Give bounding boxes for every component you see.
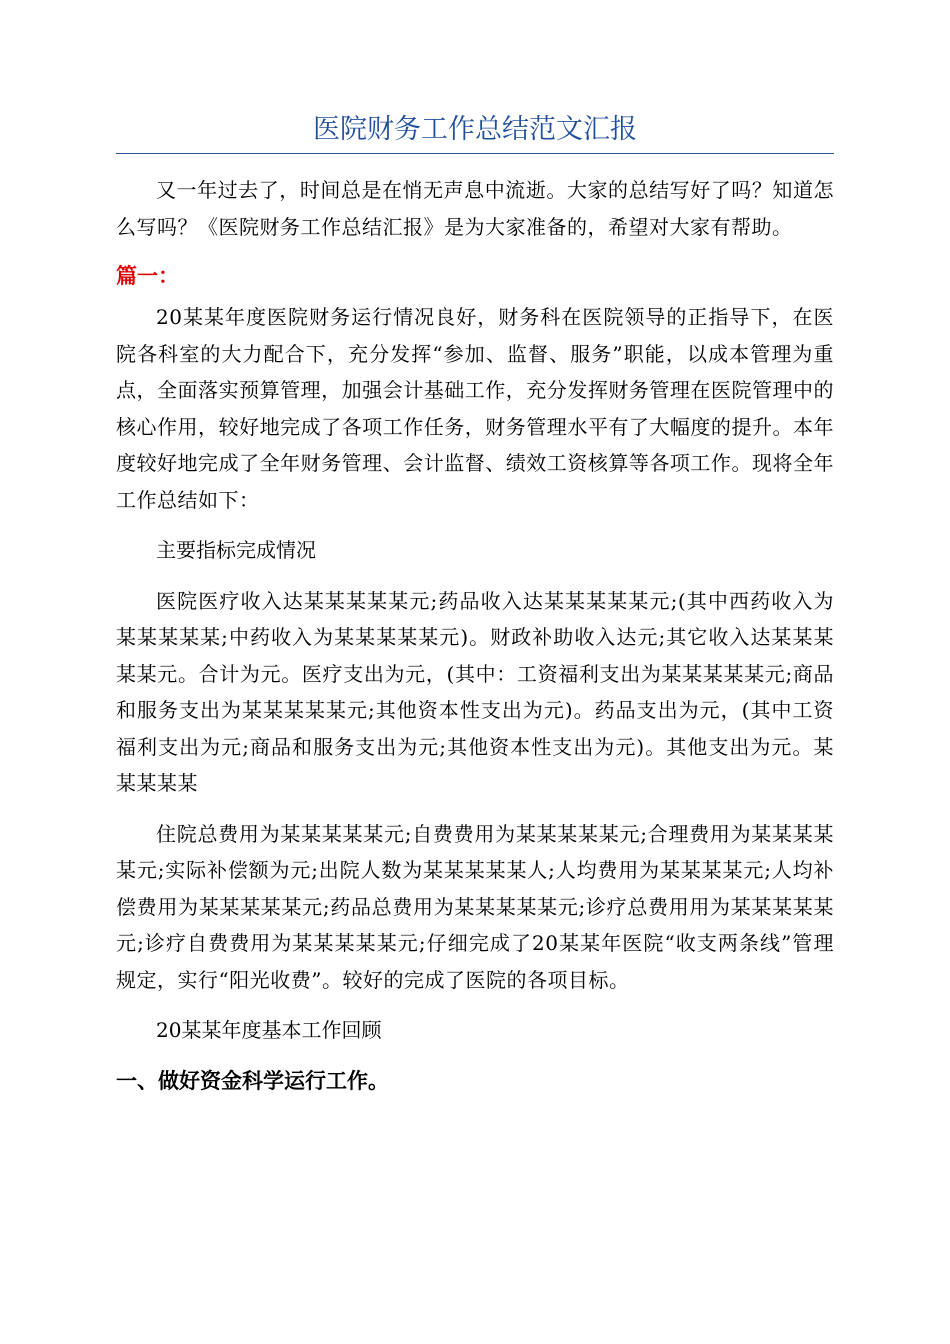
overview-paragraph: 20某某年度医院财务运行情况良好，财务科在医院领导的正指导下，在医院各科室的大力配合下，充分发挥“参加、监督、服务”职能，以成本管理为重点，全面落实预算管理，加强会计基础工作，充分发挥财务管理在医院管理中的核心作用，较好地完成了各项工作任务，财务管理水平有了大幅度的提升。本年度较好地完成了全年财务管理、会计监督、绩效工资核算等各项工作。现将全年工作总结如下： xyxy=(116,305,834,512)
document-body xyxy=(116,172,834,1099)
intro-paragraph: 又一年过去了，时间总是在悄无声息中流逝。大家的总结写好了吗？知道怎么写吗？《医院财务工作总结汇报》是为大家准备的，希望对大家有帮助。 xyxy=(116,178,834,239)
indicators-subheading: 主要指标完成情况 xyxy=(156,538,316,562)
title-underline-rule xyxy=(116,153,834,154)
inpatient-cost-paragraph: 住院总费用为某某某某某元;自费费用为某某某某某元;合理费用为某某某某某元;实际补偿额为元;出院人数为某某某某某人;人均费用为某某某某元;人均补偿费用为某某某某某元;药品总费用为某某某某某元;诊疗总费用用为某某某某某元;诊疗自费费用为某某某某某元;仔细完成了20某某年医院“收支两条线”管理规定，实行“阳光收费”。较好的完成了医院的各项目标。 xyxy=(116,821,834,992)
document-title: 医院财务工作总结范文汇报 xyxy=(313,114,637,145)
part-heading: 篇一： xyxy=(116,263,179,288)
income-expense-paragraph: 医院医疗收入达某某某某某元;药品收入达某某某某某元;(其中西药收入为某某某某某;中药收入为某某某某某元)。财政补助收入达元;其它收入达某某某某某元。合计为元。医疗支出为元，(其中：工资福利支出为某某某某某元;商品和服务支出为某某某某某元;其他资本性支出为元)。药品支出为元，(其中工资福利支出为元;商品和服务支出为元;其他资本性支出为元)。其他支出为元。某某某某某 xyxy=(116,588,834,795)
section-title: 一、做好资金科学运行工作。 xyxy=(116,1067,389,1093)
annual-review-subheading: 20某某年度基本工作回顾 xyxy=(156,1018,382,1042)
